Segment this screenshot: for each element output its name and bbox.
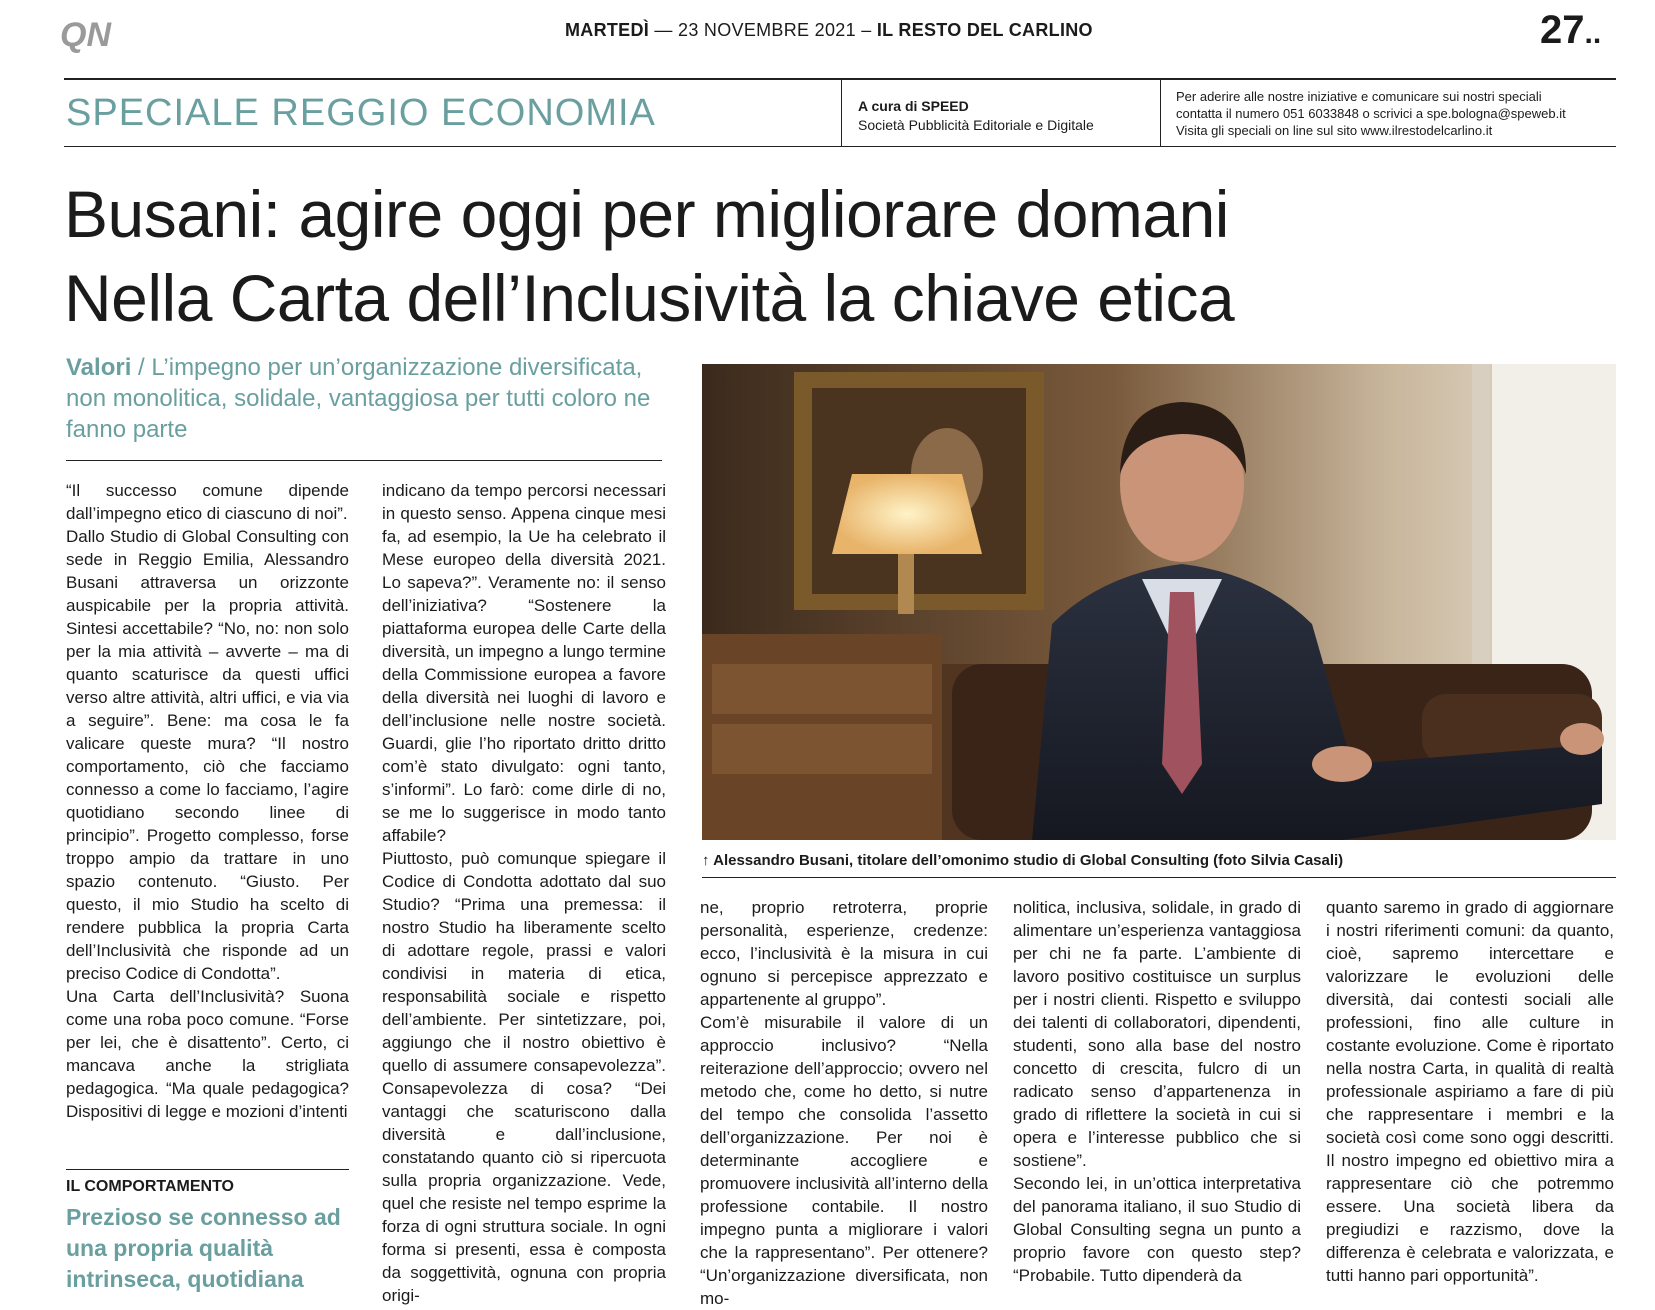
contact-info: [1176, 88, 1566, 139]
portrait-illustration: [702, 364, 1616, 840]
section-rule: [64, 146, 1616, 147]
paragraph: nolitica, inclusiva, solidale, in grado di alimentare un’esperienza vantaggiosa per chi ne fa parte. L’ambiente di lavoro positivo costituisce un surplus per i nostri clienti. Rispetto e sviluppo dei talenti di collaboratori, dipendenti, studenti, sono alla base del nostro concetto di crescita, fulcro di un radicato senso d’appartenenza in grado di riflettere la società in cui si opera e l’interesse pubblico che si sostiene”.: [1013, 898, 1301, 1170]
paragraph: Com’è misurabile il valore di un approccio inclusivo? “Nella reiterazione dell’approccio; ovvero nel metodo che, come ho detto, si nutre del tempo che consolida l’assetto dell’organizzazione. Per noi è determinante accogliere e promuovere inclusività all’interno della professione contabile. Il nostro impegno punta a migliorare i valori che la rappresentano”. Per ottenere? “Un’organizzazione diversificata, non mo-: [700, 1013, 988, 1308]
standfirst: [66, 352, 676, 445]
contact-line: contatta il numero 051 6033848 o scrivici a spe.bologna@speweb.it: [1176, 106, 1566, 121]
paragraph: Piuttosto, può comunque spiegare il Codice di Condotta adottato dal suo Studio? “Prima una premessa: il nostro Studio ha liberamente scelto di adottare regole, prassi e valori condivisi in materia di etica, responsabilità sociale e rispetto dell’ambiente. Per sintetizzare, poi, aggiungo che il nostro obiettivo è quello di assumere consapevolezza”. Consapevolezza di cosa? “Dei vantaggi che scaturiscono dalla diversità e dall’inclusione, constatando quanto ciò si ripercuota sulla propria organizzazione. Vede, quel che resiste nel tempo esprime la forza di ogni struttura sociale. In ogni forma si presenti, essa è composta da soggettività, ognuna con propria origi-: [382, 849, 666, 1305]
kicker: Valori: [66, 354, 132, 381]
article-column-4: [1013, 896, 1301, 1291]
issue-date: — 23 NOVEMBRE 2021 –: [654, 20, 872, 40]
paragraph: indicano da tempo percorsi necessari in questo senso. Appena cinque mesi fa, ad esempio, la Ue ha celebrato il Mese europeo della diversità 2021. Lo sapeva?”. Veramente no: il senso dell’iniziativa? “Sostenere la piattaforma europea delle Carte della diversità, un impegno a lungo termine della Commissione europea a favore della diversità nei luoghi di lavoro e dell’inclusione nelle nostre società. Guardi, glie l’ho riportato dritto dritto com’è stato divulgato: ogni tanto, s’informi”. Lo farò: come dirle di no, se me lo suggerisce in modo tanto affabile?: [382, 481, 666, 845]
article-column-1: [66, 479, 349, 1169]
paragraph: “Il successo comune dipende dall’impegno etico di ciascuno di noi”.: [66, 481, 349, 523]
issue-day: MARTEDÌ: [565, 20, 650, 40]
article-column-3: [700, 896, 988, 1308]
page-number-value: 27: [1540, 8, 1585, 52]
headline-line-1: Busani: agire oggi per migliorare domani: [64, 177, 1229, 251]
standfirst-text: / L’impegno per un’organizzazione diversificata, non monolitica, solidale, vantaggiosa per tutti coloro ne fanno parte: [66, 354, 651, 443]
curated-by: [858, 97, 1094, 135]
contact-line: Per aderire alle nostre iniziative e comunicare sui nostri speciali: [1176, 89, 1542, 104]
curated-by-label: A cura di SPEED: [858, 98, 969, 114]
box-text: Prezioso se connesso ad una propria qualità intrinseca, quotidiana: [66, 1204, 341, 1292]
article-column-2: [382, 479, 666, 1305]
page-number: [1540, 8, 1601, 53]
box-rule: [66, 1169, 349, 1170]
headline-line-2: Nella Carta dell’Inclusività la chiave etica: [64, 261, 1235, 335]
paragraph: quanto saremo in grado di aggiornare i nostri riferimenti comuni: da quanto, cioè, sapremo intercettare e valorizzare le evoluzioni delle diversità, dai contesti sociali alle professioni, fino alle culture in costante evoluzione. Come è riportato nella nostra Carta, in qualità di realtà professionale aspiriamo a fare di più che rappresentare i membri e la società così come sono oggi descritti. Il nostro impegno ed obiettivo mira a rappresentare ciò che potremmo essere. Una società libera da pregiudizi e razzismo, dove la differenza è celebrata e valorizzata, e tutti hanno pari opportunità”.: [1326, 898, 1614, 1285]
contact-line: Visita gli speciali on line sul sito www.ilrestodelcarlino.it: [1176, 123, 1493, 138]
section-divider-1: [841, 78, 842, 146]
article-column-5: [1326, 896, 1614, 1291]
curated-company: Società Pubblicità Editoriale e Digitale: [858, 117, 1094, 133]
paragraph: Una Carta dell’Inclusività? Suona come una roba poco comune. “Forse per lei, che è disattento”. Certo, ci mancava anche la strigliata pedagogica. “Ma quale pedagogica? Dispositivi di legge e mozioni d’intenti: [66, 987, 349, 1121]
section-divider-2: [1160, 78, 1161, 146]
box-label: IL COMPORTAMENTO: [66, 1178, 234, 1195]
page-number-dots: ..: [1584, 17, 1602, 50]
headline: [64, 172, 1234, 340]
photo-caption: ↑ Alessandro Busani, titolare dell’omonimo studio di Global Consulting (foto Silvia Casali): [702, 852, 1344, 869]
standfirst-rule: [66, 460, 662, 461]
issue-date-line: [565, 20, 1093, 41]
paragraph: Secondo lei, in un’ottica interpretativa del panorama italiano, il suo Studio di Global Consulting segna un punto a proprio favore con questo step? “Probabile. Tutto dipenderà da: [1013, 1174, 1301, 1285]
masthead-rule: [64, 78, 1616, 80]
paragraph: ne, proprio retroterra, proprie personalità, esperienze, credenze: ecco, l’inclusività è la misura in cui ognuno si percepisce apprezzato e appartenente al gruppo”.: [700, 898, 988, 1009]
svg-text:QN: QN: [60, 16, 111, 54]
portrait-photo: [702, 364, 1616, 840]
qn-logo: [60, 14, 126, 54]
paragraph: Dallo Studio di Global Consulting con sede in Reggio Emilia, Alessandro Busani attraversa un orizzonte auspicabile per la propria attività. Sintesi accettabile? “No, no: non solo per la mia attività – avverte – ma di quanto scaturisce da questi uffici verso altre attività, altri uffici, e via via a seguire”. Bene: ma cosa le fa valicare queste mura? “Il nostro comportamento, ciò che facciamo connesso a come lo facciamo, l’agire quotidiano secondo linee di principio”. Progetto complesso, forse troppo ampio da trattare in uno spazio contenuto. “Giusto. Per questo, il mio Studio ha scelto di rendere pubblica la propria Carta dell’Inclusività che risponde ad un preciso Codice di Condotta”.: [66, 527, 349, 983]
newspaper-name: IL RESTO DEL CARLINO: [876, 20, 1093, 40]
section-title: SPECIALE REGGIO ECONOMIA: [66, 92, 656, 134]
caption-rule: [702, 877, 1616, 878]
